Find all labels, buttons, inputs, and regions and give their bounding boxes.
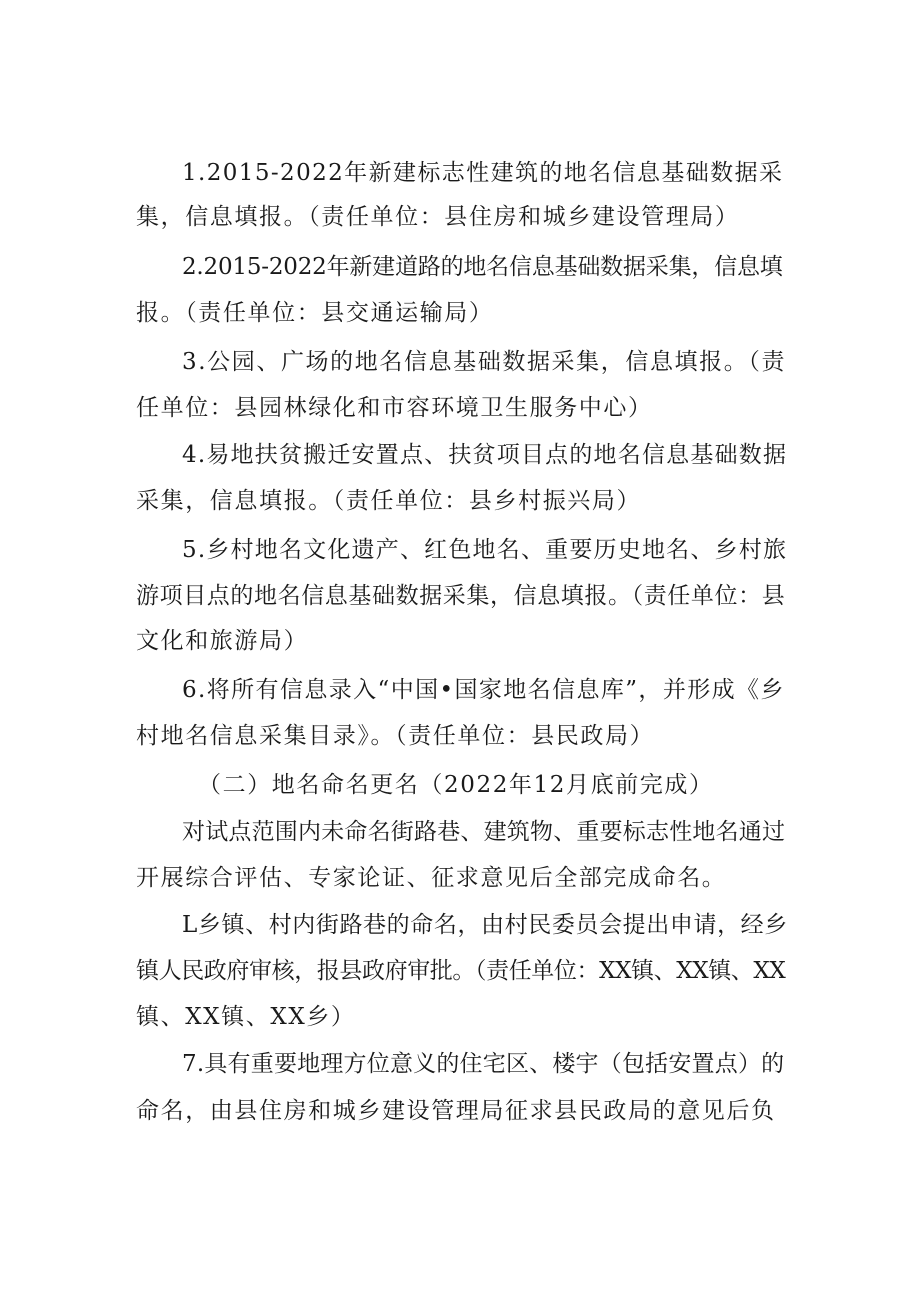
item-6-line-1: 6.将所有信息录入“中国•国家地名信息库”，并形成《乡 [182,677,785,703]
item-7-line-1: 7.具有重要地理方位意义的住宅区、楼宇（包括安置点）的 [182,1051,785,1077]
item-3-line-2: 任单位：县园林绿化和市容环境卫生服务中心） [136,395,653,421]
item-2-line-1: 2.2015-2022年新建道路的地名信息基础数据采集，信息填 [182,254,783,280]
item-2-line-2: 报。（责任单位：县交通运输局） [136,300,494,326]
item-3-line-1: 3.公园、广场的地名信息基础数据采集，信息填报。（责 [182,349,787,375]
section-heading: （二）地名命名更名（2022年12月底前完成） [198,772,714,798]
item-7-line-2: 命名，由县住房和城乡建设管理局征求县民政局的意见后负 [136,1098,776,1124]
item-4-line-2: 采集，信息填报。（责任单位：县乡村振兴局） [136,488,642,514]
intro-line-2: 开展综合评估、专家论证、征求意见后全部完成命名。 [136,865,727,891]
item-1-line-1: 1.2015-2022年新建标志性建筑的地名信息基础数据采 [182,160,784,186]
item-l-line-3: 镇、XX镇、XX乡） [136,1004,356,1030]
item-5-line-2: 游项目点的地名信息基础数据采集，信息填报。（责任单位：县 [136,583,786,609]
item-1-line-2: 集，信息填报。（责任单位：县住房和城乡建设管理局） [136,204,740,230]
item-5-line-3: 文化和旅游局） [136,628,309,654]
item-4-line-1: 4.易地扶贫搬迁安置点、扶贫项目点的地名信息基础数据 [182,442,788,468]
item-5-line-1: 5.乡村地名文化遗产、红色地名、重要历史地名、乡村旅 [182,537,788,563]
intro-line-1: 对试点范围内未命名街路巷、建筑物、重要标志性地名通过 [182,819,786,845]
item-6-line-2: 村地名信息采集目录》。（责任单位：县民政局） [136,723,655,749]
item-l-line-1: L乡镇、村内街路巷的命名，由村民委员会提出申请，经乡 [182,912,788,938]
item-l-line-2: 镇人民政府审核，报县政府审批。（责任单位：XX镇、XX镇、XX [136,958,786,984]
